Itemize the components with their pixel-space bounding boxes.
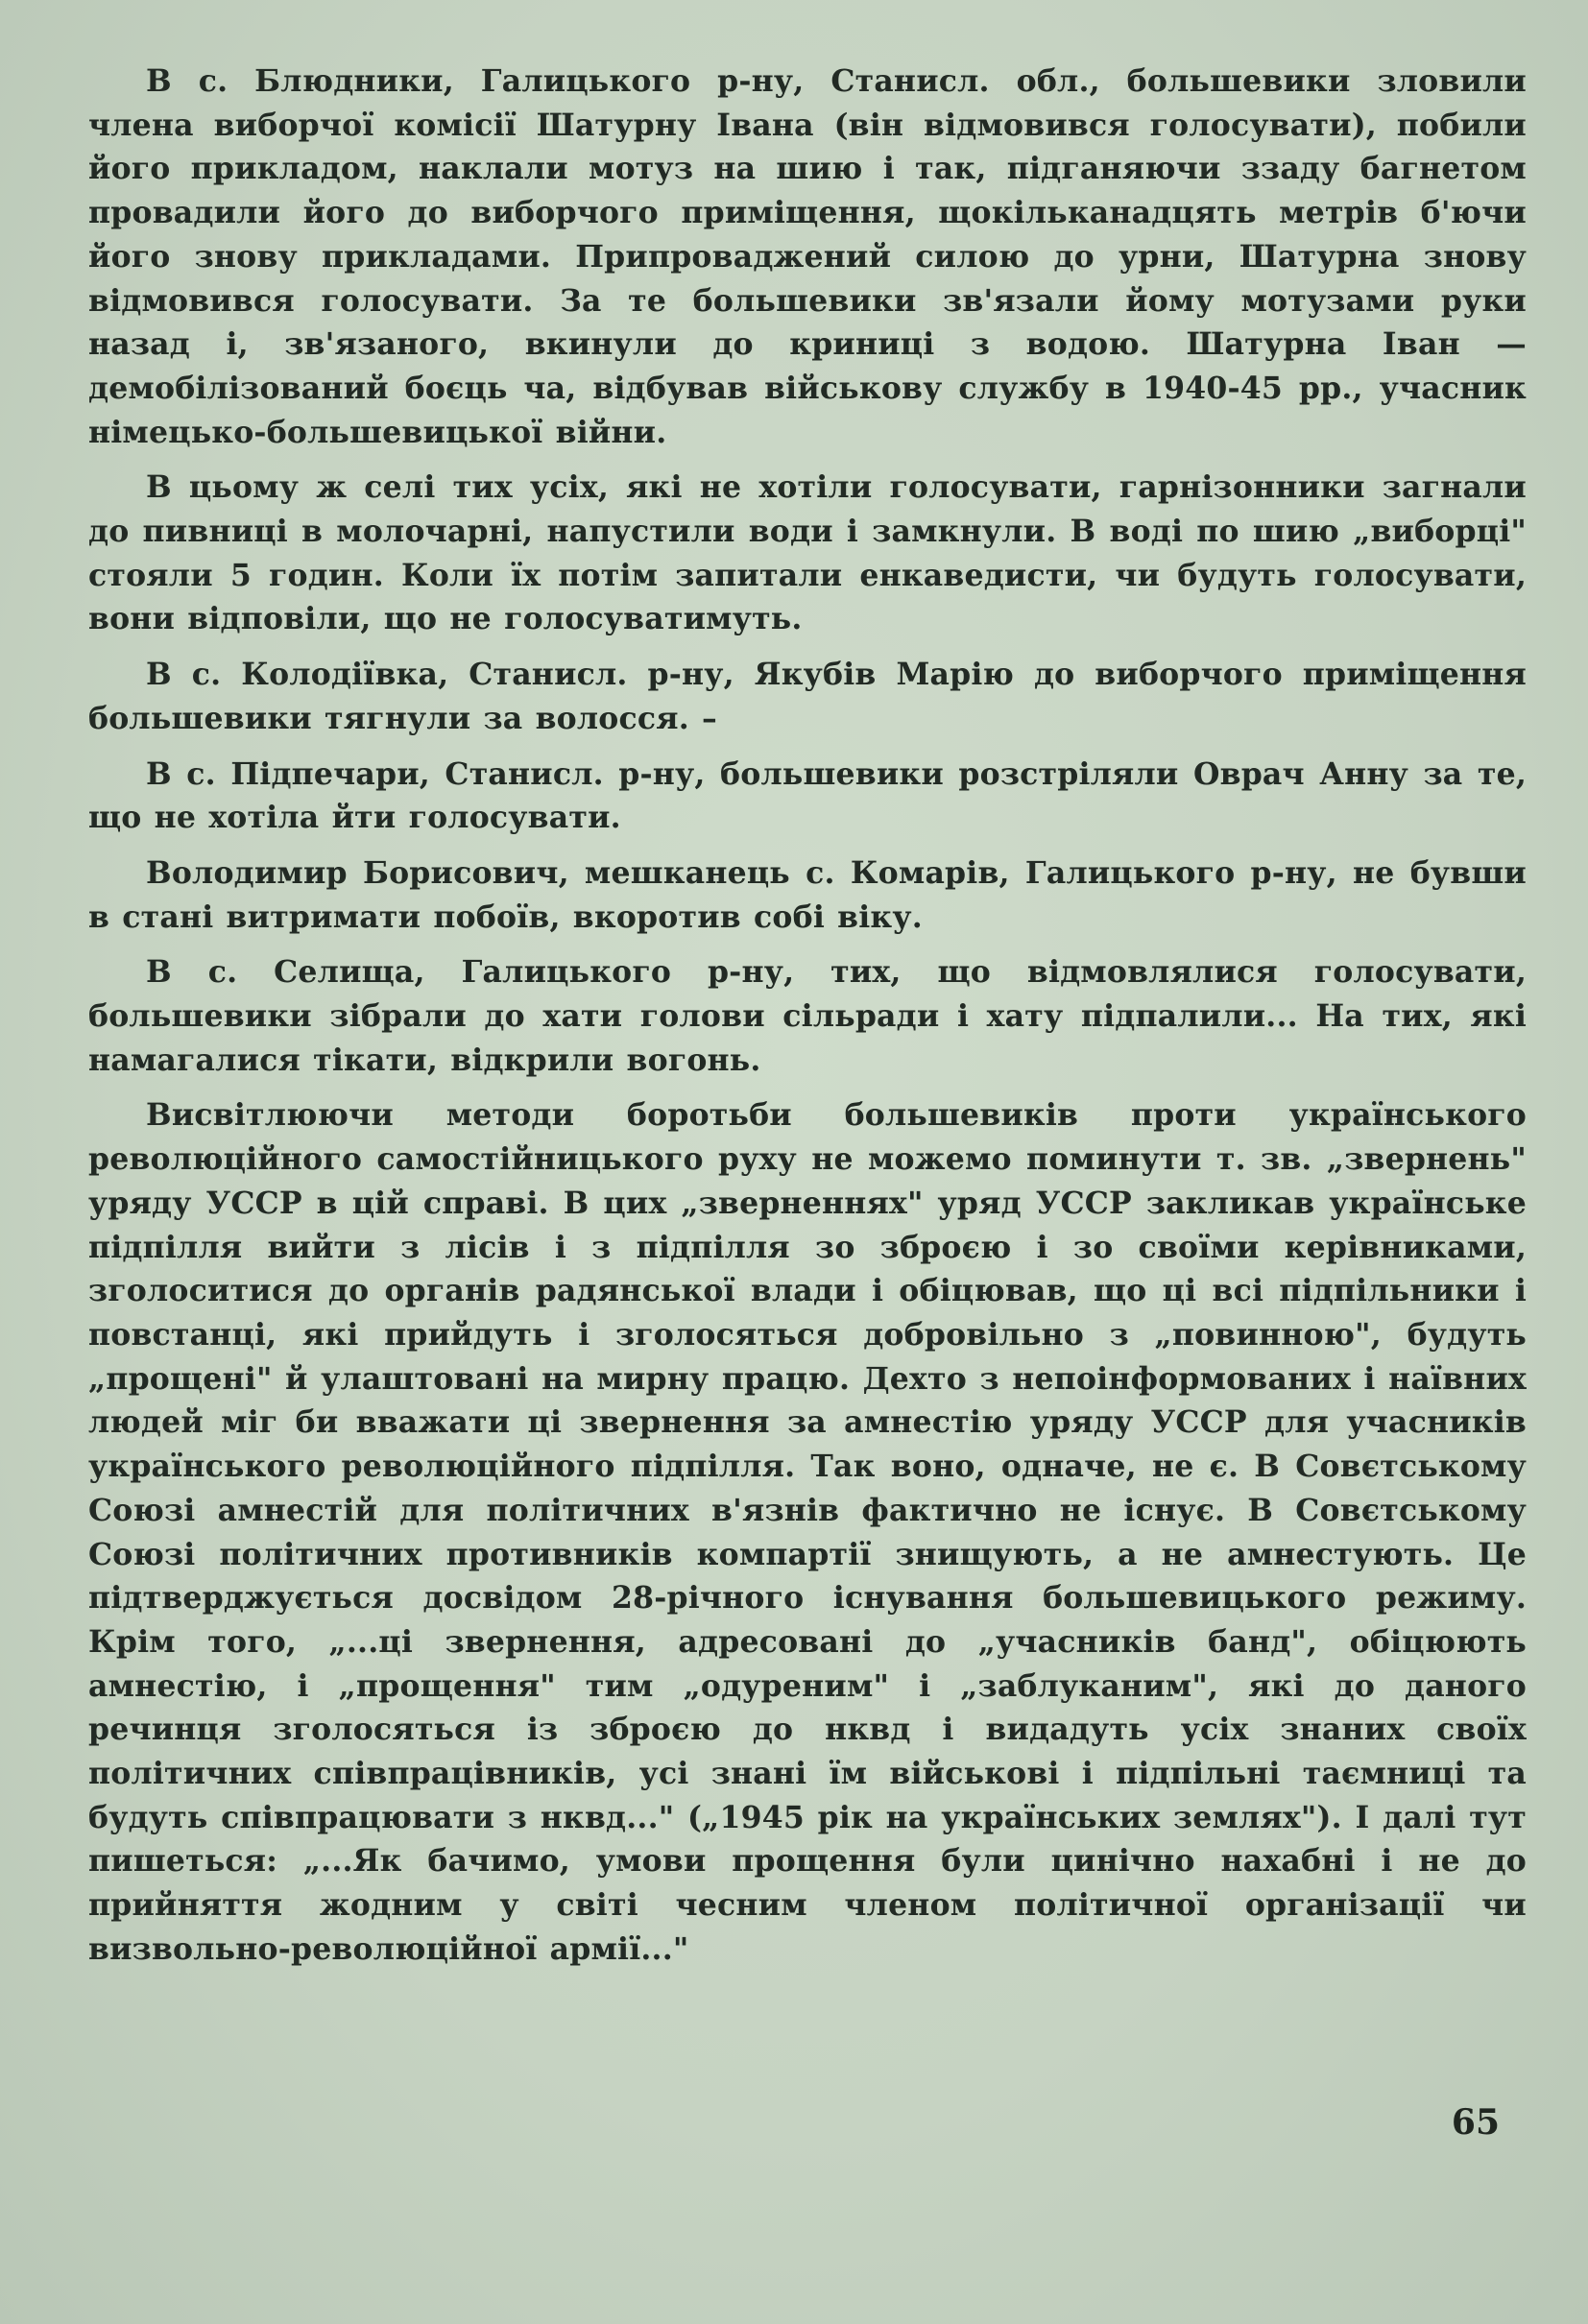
- page-number: 65: [1451, 2102, 1500, 2143]
- paragraph-appeals: [88, 1093, 1527, 1971]
- paragraph-selyshcha: В с. Селища, Галицького р-ну, тих, що відмовлялися голосувати, большевики зібрали до хати голови сільради і хату підпалили... На тих, які намагалися тікати, відкрили вогонь.: [88, 954, 1527, 1078]
- appeals-body: В цих „зверненнях" уряд УССР закликав українське підпілля вийти з лісів і з підпілля зо зброєю і зо своїми керівниками, зголоситися до органів радянської влади і обіцював, що ці всі підпільники і повстанці, які прийдуть і зголосяться добровільно з „повинною", будуть „прощені" й улаштовані на мирну працю. Дехто з непоінформованих і наївних людей міг би вважати ці звернення за амнестію уряду УССР для учасників українського революційного підпілля. Так воно, одначе, не є. В Совєтському Союзі амнестій для політичних в'язнів фактично не існує. В Совєтському Союзі політичних противників компартії знищують, а не амнестують. Це підтверджується досвідом 28-річного існування большевицького режиму. Крім того, „...ці звернення, адресовані до „учасників банд", обіцюють амнестію, і „прощення" тим „одуреним" і „заблуканим", які до даного речинця зголосяться із зброєю до нквд і видадуть усіх знаних своїх політичних співпрацівників, усі знані їм військові і підпільні таємниці та будуть співпрацювати з нквд..." („1945 рік на українських землях"). І далі тут пишеться: „...Як бачимо, умови прощення були цинічно нахабні і не до прийняття жодним у світі чесним членом політичної організації чи визвольно-революційної армії...": [88, 1185, 1527, 1967]
- paragraph-komariv: Володимир Борисович, мешканець с. Комарів, Галицького р-ну, не бувши в стані витримати побоїв, вкоротив собі віку.: [88, 854, 1527, 935]
- paragraph-bliudnyky: В с. Блюдники, Галицького р-ну, Станисл. обл., большевики зловили члена виборчої комісії Шатурну Івана (він відмовився голосувати), побили його прикладом, наклали мотуз на шию і так, підганяючи ззаду багнетом провадили його до виборчого приміщення, щокільканадцять метрів б'ючи його знову прикладами. Припроваджений силою до урни, Шатурна знову відмовився голосувати. За те большевики зв'язали йому мотузами руки назад і, зв'язаного, вкинули до криниці з водою. Шатурна Іван — демобілізований боєць ча, відбував військову службу в 1940-45 рр., учасник німецько-большевицької війни.: [88, 63, 1527, 450]
- paragraph-pidpechary: В с. Підпечари, Станисл. р-ну, большевики розстріляли Оврач Анну за те, що не хотіла йти голосувати.: [88, 755, 1527, 836]
- body-text: [88, 60, 1527, 1972]
- appeals-bold-phrase: „звернень" уряду УССР в цій справі.: [88, 1141, 1527, 1221]
- paragraph-kolodiivka: В с. Колодіївка, Станисл. р-ну, Якубів Марію до виборчого приміщення большевики тягнули за волосся. –: [88, 657, 1527, 736]
- appeals-intro: Висвітлюючи методи боротьби большевиків проти українського революційного самостійницького руху не можемо поминути т. зв.: [88, 1097, 1527, 1178]
- paragraph-cellar: В цьому ж селі тих усіх, які не хотіли голосувати, гарнізонники загнали до пивниці в молочарні, напустили води і замкнули. В воді по шию „виборці" стояли 5 годин. Коли їх потім запитали енкаведисти, чи будуть голосувати, вони відповіли, що не голосуватимуть.: [88, 469, 1527, 637]
